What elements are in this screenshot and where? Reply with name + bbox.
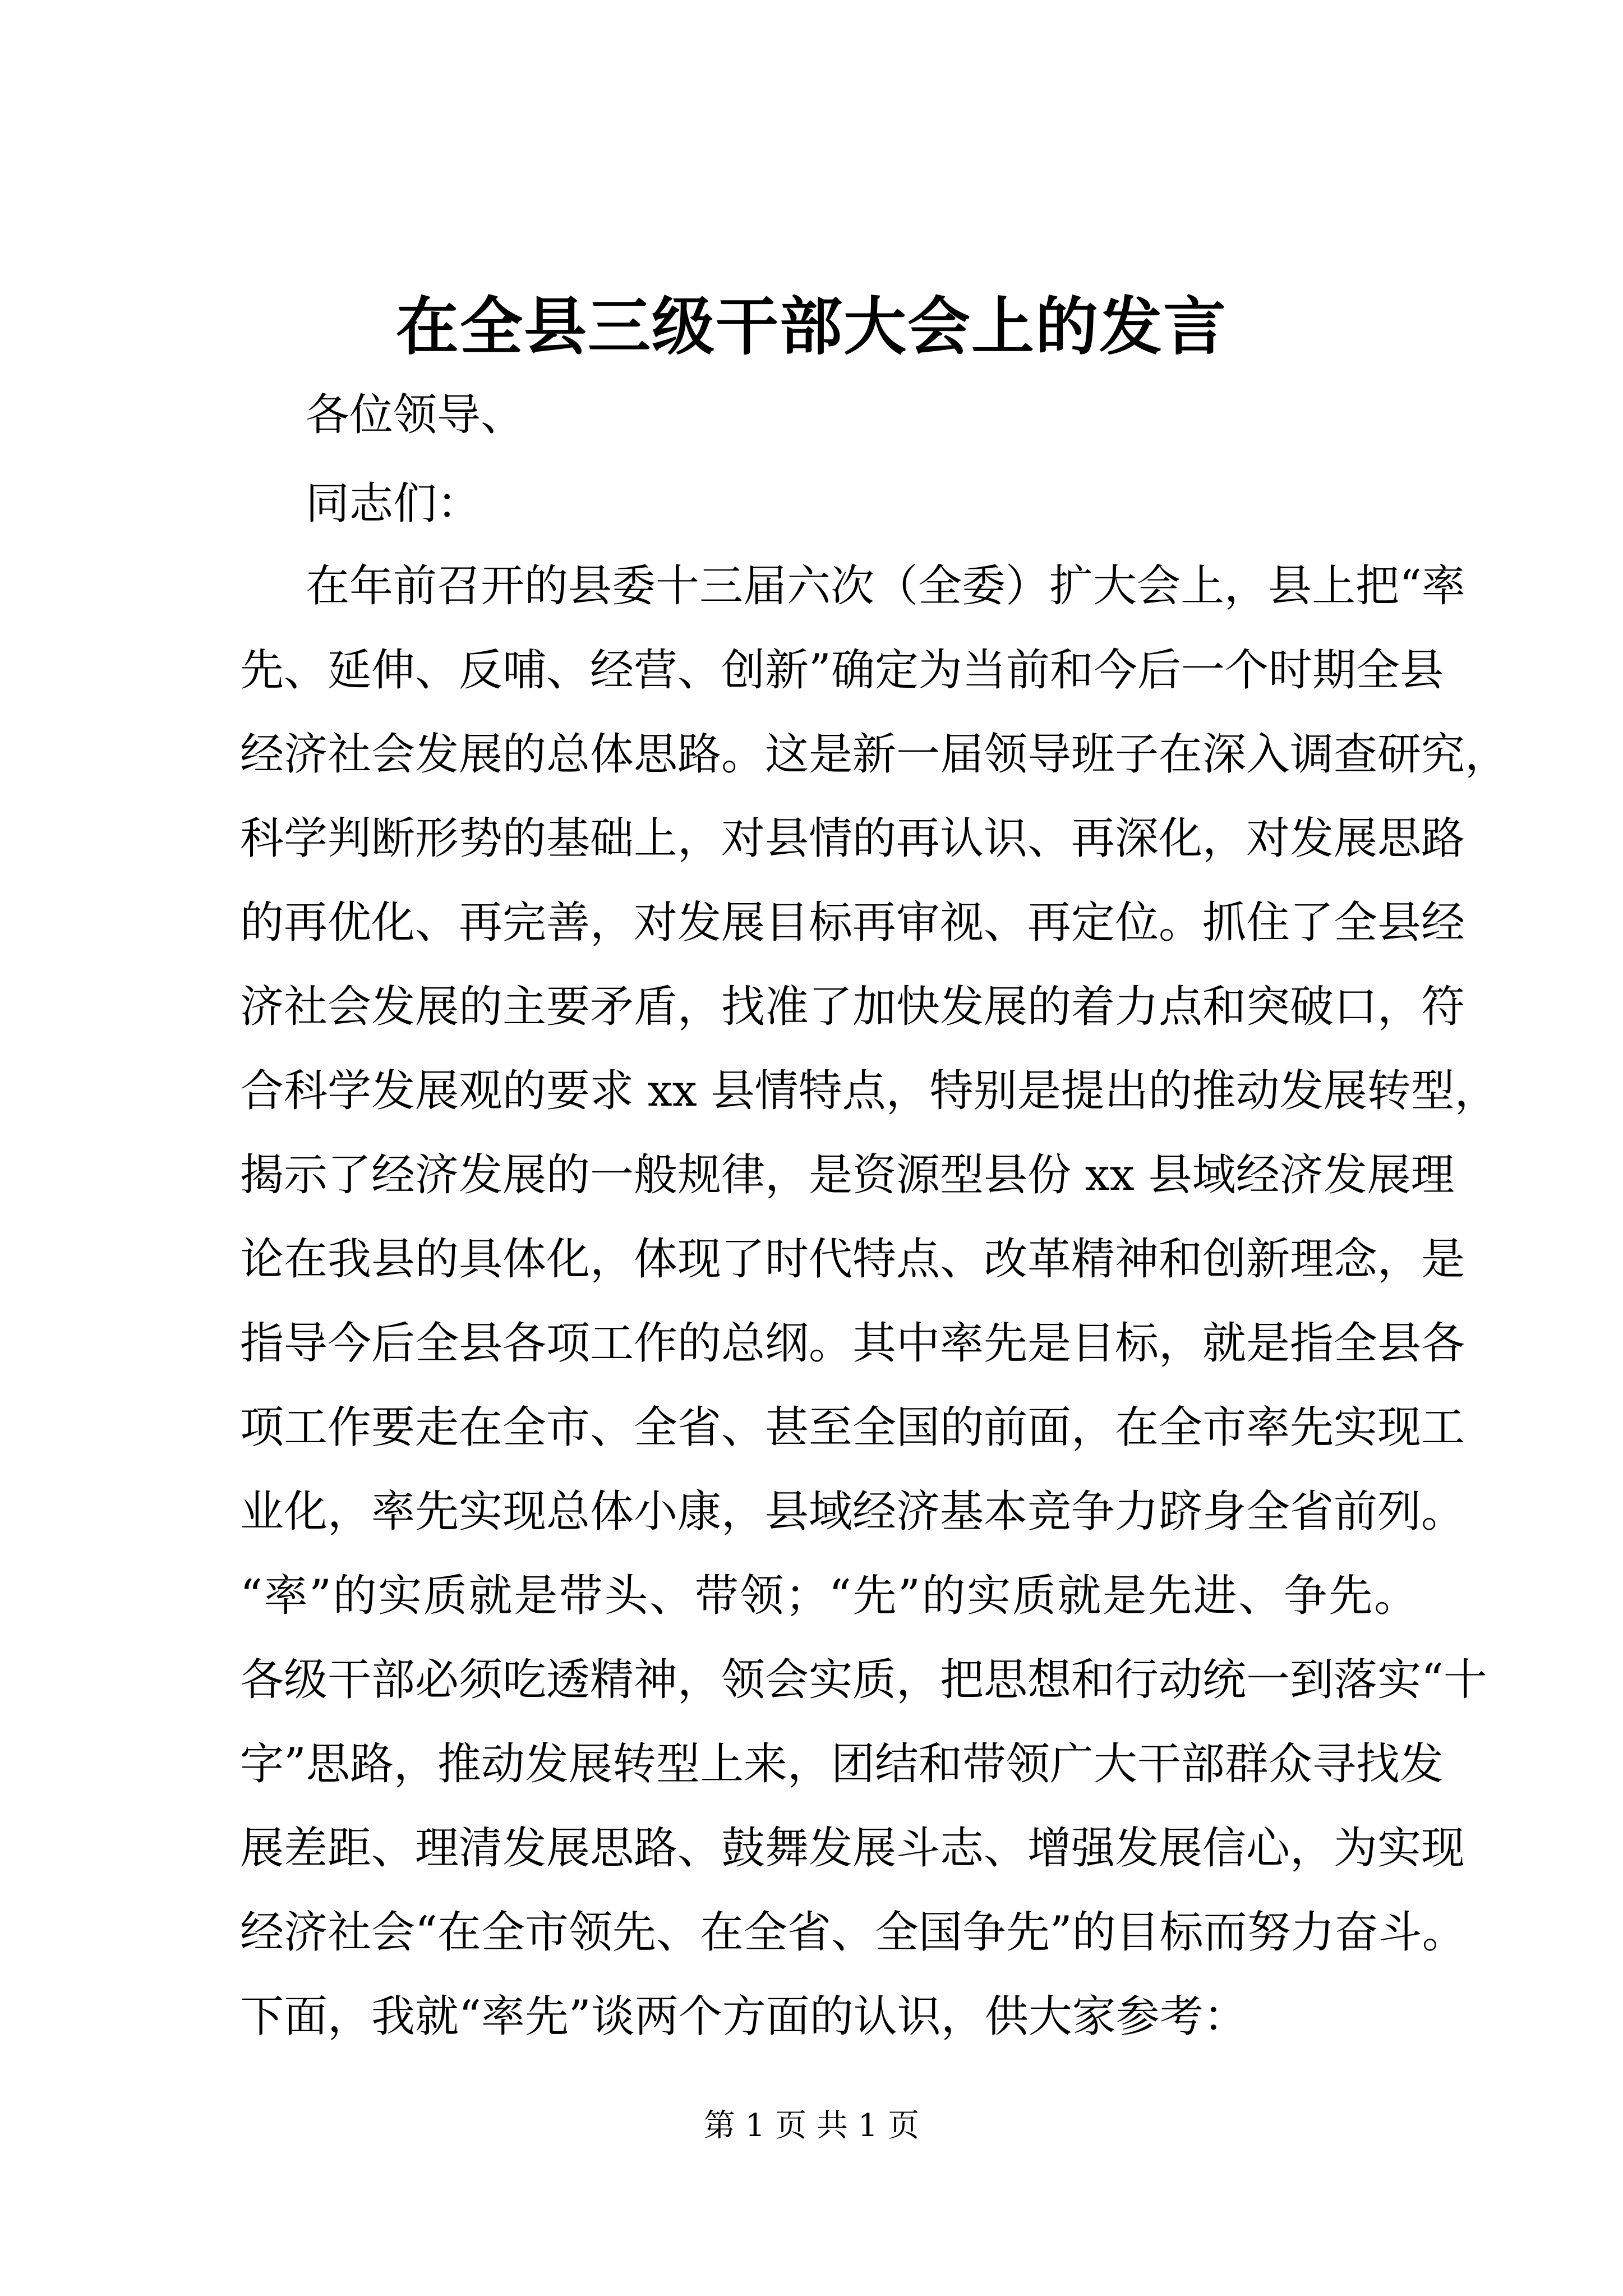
body-line: 先、延伸、反哺、经营、创新”确定为当前和今后一个时期全县 (240, 645, 1444, 696)
body-line: 经济社会发展的总体思路。这是新一届领导班子在深入调查研究， (240, 729, 1509, 780)
document-title: 在全县三级干部大会上的发言 (396, 290, 1227, 364)
body-line: 济社会发展的主要矛盾，找准了加快发展的着力点和突破口，符 (240, 982, 1465, 1032)
body-line: “率”的实质就是带头、带领；“先”的实质就是先进、争先。 (240, 1571, 1418, 1621)
body-line: 揭示了经济发展的一般规律，是资源型县份 xx 县域经济发展理 (240, 1150, 1455, 1200)
body-line: 的再优化、再完善，对发展目标再审视、再定位。抓住了全县经 (240, 898, 1465, 948)
salutation-line-1: 各位领导、 (306, 390, 525, 440)
body-line: 合科学发展观的要求 xx 县情特点，特别是提出的推动发展转型， (240, 1066, 1498, 1116)
body-line: 经济社会“在全市领先、在全省、全国争先”的目标而努力奋斗。 (240, 1907, 1466, 1958)
salutation-line-2: 同志们： (306, 478, 481, 529)
body-line: 字”思路，推动发展转型上来，团结和带领广大干部群众寻找发 (240, 1739, 1444, 1789)
body-line: 业化，率先实现总体小康，县域经济基本竞争力跻身全省前列。 (240, 1487, 1465, 1537)
body-line: 论在我县的具体化，体现了时代特点、改革精神和创新理念，是 (240, 1234, 1465, 1285)
body-line: 下面，我就“率先”谈两个方面的认识，供大家参考： (240, 1991, 1247, 2042)
body-line: 各级干部必须吃透精神，领会实质，把思想和行动统一到落实“十 (240, 1655, 1487, 1705)
body-line: 科学判断形势的基础上，对县情的再认识、再深化，对发展思路 (240, 813, 1465, 864)
page-footer: 第 1 页 共 1 页 (703, 2108, 920, 2144)
body-line: 展差距、理清发展思路、鼓舞发展斗志、增强发展信心，为实现 (240, 1823, 1465, 1874)
body-line: 项工作要走在全市、全省、甚至全国的前面，在全市率先实现工 (240, 1402, 1465, 1453)
body-line: 指导今后全县各项工作的总纲。其中率先是目标，就是指全县各 (240, 1318, 1465, 1369)
body-line: 在年前召开的县委十三届六次（全委）扩大会上，县上把“率 (306, 561, 1465, 611)
